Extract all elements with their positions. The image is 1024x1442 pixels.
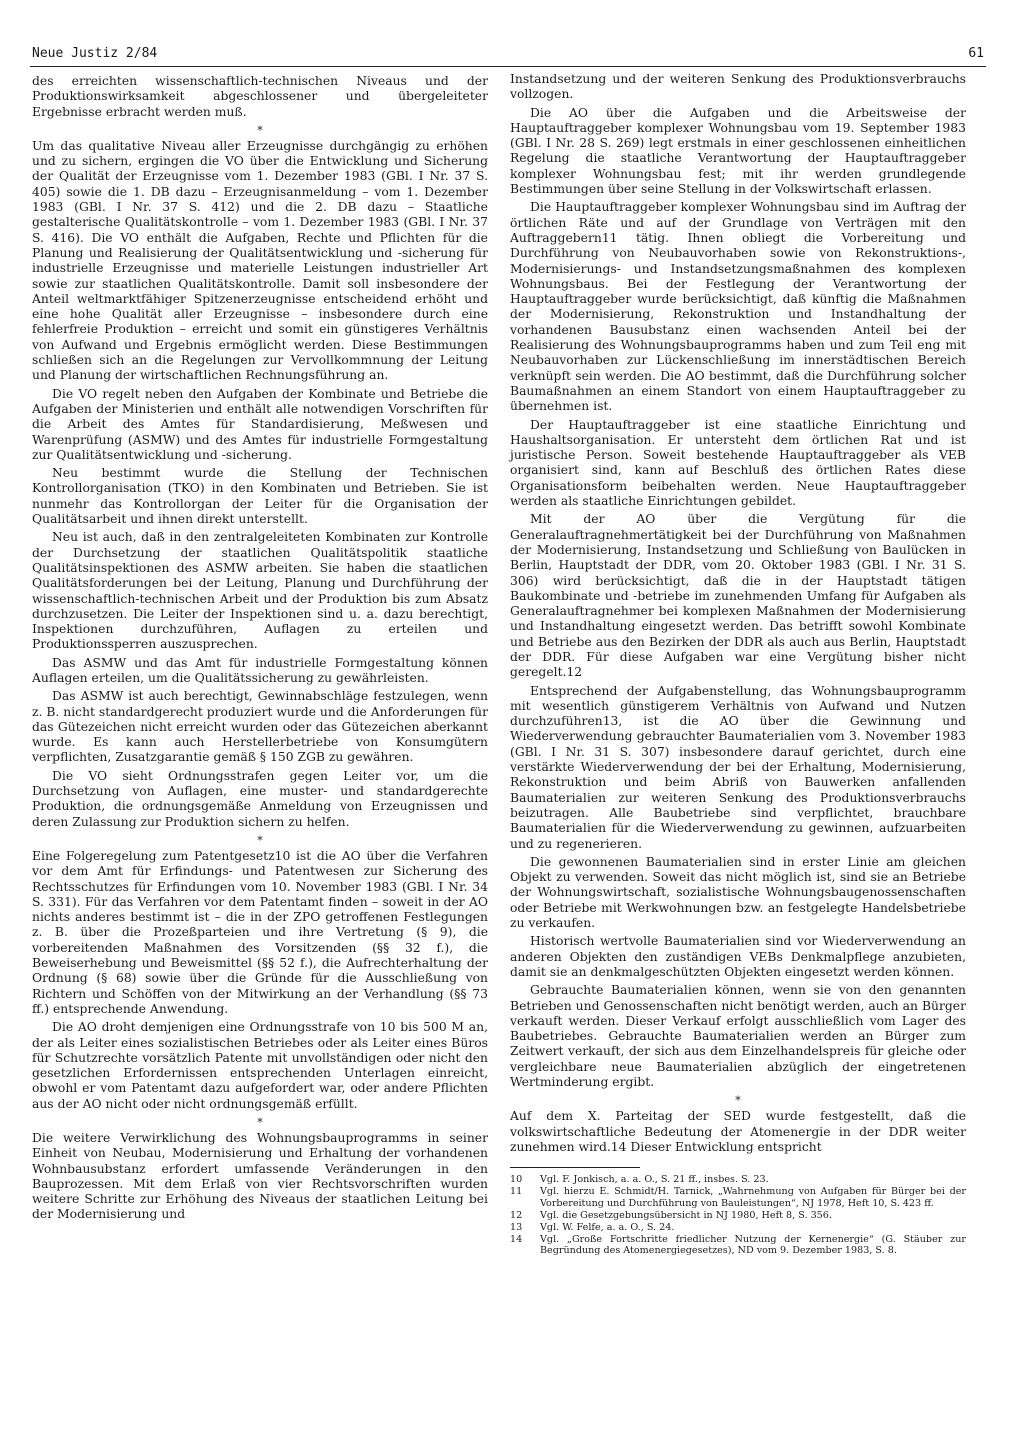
journal-title: Neue Justiz 2/84 xyxy=(32,46,158,61)
left-column xyxy=(32,74,488,1226)
footnotes xyxy=(510,1174,966,1256)
footnote-text: Vgl. „Große Fortschritte friedlicher Nutzung der Kernenergie“ (G. Stäuber zur Begründung des Atomenergiegesetzes), ND vom 9. Dezember 1983, S. 8. xyxy=(540,1234,966,1257)
footnote-number: 11 xyxy=(510,1186,523,1198)
footnote xyxy=(510,1210,966,1221)
section-separator: * xyxy=(257,123,263,137)
footnote-text: Vgl. die Gesetzgebungsübersicht in NJ 1980, Heft 8, S. 356. xyxy=(540,1209,832,1221)
paragraph: Das ASMW und das Amt für industrielle Formgestaltung können Auflagen erteilen, um die Qualitätssicherung zu gewährleisten. xyxy=(32,655,488,685)
paragraph: Mit der AO über die Vergütung für die Generalauftragnehmertätigkeit bei der Durchführung von Maßnahmen der Modernisierung, Instandsetzung und Schließung von Baulücken in Berlin, Hauptstadt der DDR, vom 20. Oktober 1983 (GBl. I Nr. 31 S. 306) wird berücksichtigt, daß die in der Hauptstadt tätigen Baukombinate und -betriebe im zunehmenden Umfang für Aufgaben als Generalauftragnehmer bei komplexen Maßnahmen der Modernisierung und Instandhaltung eingesetzt werden. Das betrifft sowohl Kombinate und Betriebe aus den Bezirken der DDR als auch aus Berlin, Hauptstadt der DDR. Für diese Aufgaben war eine Vergütung bisher nicht geregelt.12 xyxy=(510,512,966,680)
footnote-number: 14 xyxy=(510,1234,523,1246)
paragraph: Die AO droht demjenigen eine Ordnungsstrafe von 10 bis 500 M an, der als Leiter eines sozialistischen Betriebes oder als Leiter eines Büros für Schutzrechte vorsätzlich Patente mit unvollständigen oder nicht den gesetzlichen Erfordernissen entsprechenden Unterlagen einreicht, obwohl er vom Patentamt dazu aufgefordert war, oder andere Pflichten aus der AO nicht oder nicht ordnungsgemäß erfüllt. xyxy=(32,1020,488,1111)
footnote xyxy=(510,1234,966,1256)
paragraph: Gebrauchte Baumaterialien können, wenn sie von den genannten Betrieben und Genossenschaften nicht benötigt werden, auch an Bürger verkauft werden. Dieser Verkauf erfolgt ausschließlich vom Lager des Baubetriebes. Gebrauchte Baumaterialien werden an Bürger zum Zeitwert verkauft, der sich aus dem Einzelhandelspreis für gleiche oder vergleichbare neue Baumaterialien abzüglich der eingetretenen Wertminderung ergibt. xyxy=(510,983,966,1089)
paragraph: Die gewonnenen Baumaterialien sind in erster Linie am gleichen Objekt zu verwenden. Soweit das nicht möglich ist, sind sie an Betriebe der Wohnungswirtschaft, sozialistische Wohnungsbaugenossenschaften oder Betriebe mit Werkwohnungen bzw. an festgelegte Handelsbetriebe zu verkaufen. xyxy=(510,854,966,931)
paragraph: Neu ist auch, daß in den zentralgeleiteten Kombinaten zur Kontrolle der Durchsetzung der staatlichen Qualitätspolitik staatliche Qualitätsinspektionen des ASMW arbeiten. Sie haben die staatlichen Qualitätsforderungen bei der Leitung, Planung und Durchführung der wissenschaftlich-technischen Arbeit und der Produktion bis zum Absatz durchzusetzen. Die Leiter der Inspektionen sind u. a. dazu berechtigt, Inspektionen durchzuführen, Auflagen zu erteilen und Produktionssperren auszusprechen. xyxy=(32,530,488,652)
paragraph: Neu bestimmt wurde die Stellung der Technischen Kontrollorganisation (TKO) in den Kombinaten und Betrieben. Sie ist nunmehr das Kontrollorgan der Leiter für die Organisation der Qualitätsarbeit und ihnen direkt unterstellt. xyxy=(32,466,488,527)
footnote-text: Vgl. W. Felfe, a. a. O., S. 24. xyxy=(540,1222,675,1233)
footnote xyxy=(510,1186,966,1208)
footnote-rule xyxy=(510,1167,640,1168)
paragraph: Auf dem X. Parteitag der SED wurde festgestellt, daß die volkswirtschaftliche Bedeutung der Atomenergie in der DDR weiter zunehmen wird.14 Dieser Entwicklung entspricht xyxy=(510,1109,966,1154)
footnote-number: 12 xyxy=(510,1209,523,1221)
footnote-number: 10 xyxy=(510,1174,523,1186)
paragraph: Das ASMW ist auch berechtigt, Gewinnabschläge festzulegen, wenn z. B. nicht standardgerecht produziert wurde und die Anforderungen für das Gütezeichen nicht erreicht wurden oder das Gütezeichen aberkannt wurde. Es kann auch Herstellerbetriebe von Konsumgütern verpflichten, Zusatzgarantie gemäß § 150 ZGB zu gewähren. xyxy=(32,689,488,765)
section-separator: * xyxy=(735,1094,741,1108)
right-column xyxy=(510,72,966,1258)
footnote-text: Vgl. hierzu E. Schmidt/H. Tarnick, „Wahrnehmung von Aufgaben für Bürger bei der Vorbereitung und Durchführung von Bauleistungen“, NJ 1978, Heft 10, S. 423 ff. xyxy=(540,1186,966,1209)
paragraph: Die AO über die Aufgaben und die Arbeitsweise der Hauptauftraggeber komplexer Wohnungsbau vom 19. September 1983 (GBl. I Nr. 28 S. 269) legt erstmals in einer geschlossenen einheitlichen Regelung die staatliche Verantwortung der Hauptauftraggeber komplexer Wohnungsbau fest; mit ihr werden grundlegende Bestimmungen über seine Stellung in der Volkswirtschaft erlassen. xyxy=(510,105,966,197)
footnote xyxy=(510,1174,966,1185)
paragraph: Die weitere Verwirklichung des Wohnungsbauprogramms in seiner Einheit von Neubau, Modernisierung und Erhaltung der vorhandenen Wohnbausubstanz erfordert umfassende Veränderungen in den Bauprozessen. Mit dem Erlaß von vier Rechtsvorschriften wurden weitere Schritte zur Erhöhung des Niveaus der staatlichen Leitung bei der Modernisierung und xyxy=(32,1131,488,1222)
running-header xyxy=(30,44,986,67)
paragraph: des erreichten wissenschaftlich-technischen Niveaus und der Produktionswirksamkeit abgeschlossener und übergeleiteter Ergebnisse erbracht werden muß. xyxy=(32,74,488,119)
paragraph: Der Hauptauftraggeber ist eine staatliche Einrichtung und Haushaltsorganisation. Er untersteht dem örtlichen Rat und ist juristische Person. Soweit bestehende Hauptauftraggeber als VEB organisiert sind, kann auf Beschluß des örtlichen Rates diese Organisationsform beibehalten werden. Neue Hauptauftraggeber werden als staatliche Einrichtungen gebildet. xyxy=(510,417,966,509)
footnote-number: 13 xyxy=(510,1222,523,1233)
footnote xyxy=(510,1222,966,1233)
paragraph: Um das qualitative Niveau aller Erzeugnisse durchgängig zu erhöhen und zu sichern, ergingen die VO über die Entwicklung und Sicherung der Qualität der Erzeugnisse vom 1. Dezember 1983 (GBl. I Nr. 37 S. 405) sowie die 1. DB dazu – Erzeugnisanmeldung – vom 1. Dezember 1983 (GBl. I Nr. 37 S. 412) und die 2. DB dazu – Staatliche gestalterische Qualitätskontrolle – vom 1. Dezember 1983 (GBl. I Nr. 37 S. 416). Die VO enthält die Aufgaben, Rechte und Pflichten für die Planung und Realisierung der Qualitätsentwicklung und -sicherung für industrielle Erzeugnisse und materielle Leistungen industrieller Art sowie zur staatlichen Qualitätskontrolle. Damit soll insbesondere der Anteil weltmarktfähiger Spitzenerzeugnisse entscheidend erhöht und eine hohe Qualität aller Erzeugnisse – insbesondere durch eine fehlerfreie Produktion – erreicht und somit ein günstigeres Verhältnis von Aufwand und Ergebnis ermöglicht werden. Diese Bestimmungen schließen sich an die Regelungen zur Vervollkommnung der Leitung und Planung der wirtschaftlichen Rechnungsführung an. xyxy=(32,138,488,383)
section-separator: * xyxy=(257,833,263,847)
paragraph: Instandsetzung und der weiteren Senkung des Produktionsverbrauchs vollzogen. xyxy=(510,72,966,102)
paragraph: Eine Folgeregelung zum Patentgesetz10 ist die AO über die Verfahren vor dem Amt für Erfindungs- und Patentwesen zur Sicherung des Rechtsschutzes für Erfindungen vom 10. November 1983 (GBl. I Nr. 34 S. 331). Für das Verfahren vor dem Patentamt finden – soweit in der AO nichts anderes bestimmt ist – die in der ZPO getroffenen Festlegungen z. B. über die Prozeßparteien und ihre Vertretung (§ 9), die vorbereitenden Maßnahmen des Vorsitzenden (§§ 32 f.), die Beweiserhebung und Beweismittel (§§ 52 f.), die Aufrechterhaltung der Ordnung (§ 68) sowie über die Gründe für die Ausschließung von Richtern und Schöffen von der Mitwirkung an der Verhandlung (§§ 73 ff.) entsprechende Anwendung. xyxy=(32,848,488,1016)
paragraph: Historisch wertvolle Baumaterialien sind vor Wiederverwendung an anderen Objekten den zuständigen VEBs Denkmalpflege anzubieten, damit sie an denkmalgeschützten Objekten eingesetzt werden können. xyxy=(510,934,966,979)
paragraph: Die VO sieht Ordnungsstrafen gegen Leiter vor, um die Durchsetzung von Auflagen, eine muster- und standardgerechte Produktion, die ordnungsgemäße Anmeldung von Erzeugnissen und deren Zulassung zur Produktion sichern zu helfen. xyxy=(32,768,488,829)
paragraph: Die VO regelt neben den Aufgaben der Kombinate und Betriebe die Aufgaben der Ministerien und enthält alle notwendigen Vorschriften für die Arbeit des Amtes für Standardisierung, Meßwesen und Warenprüfung (ASMW) und des Amtes für industrielle Formgestaltung zur Qualitätsentwicklung und -sicherung. xyxy=(32,386,488,462)
section-separator: * xyxy=(257,1116,263,1129)
paragraph: Entsprechend der Aufgabenstellung, das Wohnungsbauprogramm mit wesentlich günstigerem Verhältnis von Aufwand und Nutzen durchzuführen13, ist die AO über die Gewinnung und Wiederverwendung gebrauchter Baumaterialien vom 3. November 1983 (GBl. I Nr. 31 S. 307) insbesondere darauf gerichtet, durch eine verstärkte Wiederverwendung der bei der Erhaltung, Modernisierung, Rekonstruktion und beim Abriß von Bauwerken anfallenden Baumaterialien zur weiteren Senkung des Produktionsverbrauchs beizutragen. Alle Baubetriebe sind verpflichtet, brauchbare Baumaterialien für die Wiederverwendung zu gewinnen, aufzuarbeiten und zu regenerieren. xyxy=(510,683,966,851)
paragraph: Die Hauptauftraggeber komplexer Wohnungsbau sind im Auftrag der örtlichen Räte und auf der Grundlage von Verträgen mit den Auftraggebern11 tätig. Ihnen obliegt die Vorbereitung und Durchführung von Neubauvorhaben sowie von Rekonstruktions-, Modernisierungs- und Instandsetzungsmaßnahmen des komplexen Wohnungsbaus. Bei der Festlegung der Verantwortung der Hauptauftraggeber wurde berücksichtigt, daß künftig die Maßnahmen der Modernisierung, Rekonstruktion und Instandhaltung der vorhandenen Bausubstanz einen wachsenden Anteil bei der Realisierung des Wohnungsbauprogramms haben und zum Teil eng mit Neubauvorhaben zur Lückenschließung im innerstädtischen Bereich verknüpft sein werden. Die AO bestimmt, daß die Durchführung solcher Baumaßnahmen an einem Standort von einem Hauptauftraggeber zu übernehmen ist. xyxy=(510,200,966,414)
page-number: 61 xyxy=(968,46,984,61)
footnote-text: Vgl. F. Jonkisch, a. a. O., S. 21 ff., insbes. S. 23. xyxy=(540,1174,769,1186)
